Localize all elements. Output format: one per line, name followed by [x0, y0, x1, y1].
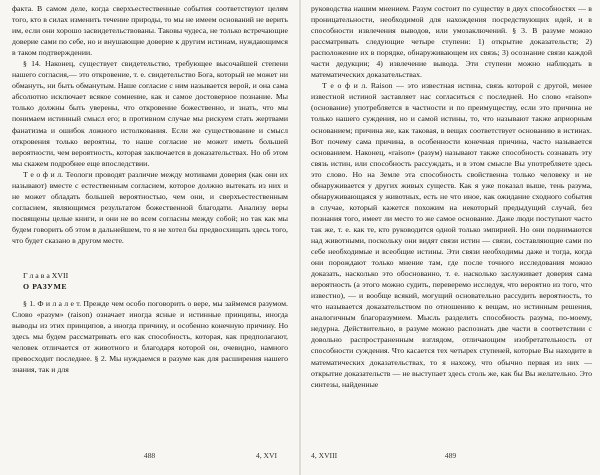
left-page	[0, 0, 299, 475]
paragraph: § 14. Наконец, существует свидетельство, требующее высочайшей степени нашего согласия,— это откровение, т. е. свидетельство Бога, который не может ни обмануть, ни быть обманутым. Наше согласие с ним называется верой, и она сама абсолютно исключает всякое сомнение, как и самое достоверное познание. Мы только должны быть уверены, что откровение божественно, и знать, что мы понимаем истинный смысл его; в противном случае мы рискуем стать жертвами фанатизма и ошибок ложного истолкования. Если же существование и смысл откровения только вероятны, то наше согласие не может иметь большей вероятности, чем вероятность, которая заключается в доказательствах. Но об этом мы скажем подробнее еще впоследствии.	[12, 59, 288, 168]
paragraph: руководства нашим мнением. Разум состоит по существу в двух способностях — в проницательности, необходимой для нахождения посредствующих идей, и в способности извлечения выводов, или умозаключений. § 3. В разуме можно рассматривать следующие четыре ступени: 1) открытие доказательств; 2) расположение их в порядке, обнаруживающем их связь; 3) осознание связи каждой части дедукции; 4) извлечение вывода. Эти ступени можно наблюдать в математических доказательствах.	[311, 4, 592, 80]
right-page	[301, 0, 600, 475]
paragraph: Т е о ф и л. Raison — это известная истина, связь которой с другой, менее известной истиной заставляет нас согласиться с последней. Но слово «raison» (основание) употребляется в частности и по преимуществу, если это причина не только нашего суждения, но и самой истины, то, что называют также априорным основанием; причина же, как таковая, в вещах соответствует основанию в истинах. Вот почему сама причина, в особенности конечная причина, часто называется основанием. Наконец, «raison» (разум) называют также способность сознавать эту связь истин, или способность рассуждать, и в этом смысле Вы употребляете здесь это слово. Но на Земле эта способность свойственна только человеку и не обнаруживается у других живых существ. Как я уже показал выше, тень разума, обнаруживающаяся у животных, есть не что иное, как ожидание сходного события в случае, который кажется похожим на некоторый предыдущий случай, без познания того, имеет ли место то же самое основание. Даже люди поступают часто так же, т. е. как те, кто руководится одной только эмпирией. Но они поднимаются над животными, поскольку они видят связи истин — связи, составляющие сами по себе необходимые и всеобщие истины. Эти связи необходимы даже и тогда, когда они порождают только мнение там, где после точного исследования можно доказать, насколько это обоснованно, т. е. насколько заслуживает доверия сама вероятность (а этого можно судить, переверемо исследуя, что вероятно из того, что известно), — и вообще всякий, могущий основательно рассудить вероятность, то что называется доказательством по отношению к вещам, но истинным решения, аналогичным благоразумием. Мысль разделить способность разума, по-моему, недурна. Действительно, в разуме можно распознать две части в соответствии с довольно распространенным взглядом, отличающим изобретательность от способности суждения. Что касается тех четырех ступеней, которые Вы находите в математических доказательствах, то я нахожу, что обычно первая из них — открытие доказательств — не выступает здесь столь же, как бы Вы желательно. Это синтезы, найденные	[311, 81, 592, 389]
chapter-title: О РАЗУМЕ	[23, 282, 68, 292]
right-text-column	[311, 3, 592, 443]
paragraph: факта. В самом деле, когда сверхъестественные события соответствуют целям того, кто в силах изменить течение природы, то мы не имеем оснований не верить им, если они хорошо засвидетельствованы. Таковы чудеса, не только встречающие доверие сами по себе, но и внушающие доверие к другим истинам, нуждающимся в таком подтверждении.	[12, 4, 288, 58]
running-reference: 4, XVI	[255, 451, 277, 460]
paragraph: § 1. Ф и л а л е т. Прежде чем особо поговорить о вере, мы займемся разумом. Слово «разум» (raison) означает иногда ясные и истинные принципы, иногда выводы из этих принципов, а иногда причину, и особенно конечную причину. Но здесь мы будем рассматривать его как способность, которая, как предполагают, человек отличается от животного и благодаря которой он, очевидно, намного превосходит последнее. § 2. Мы нуждаемся в разуме как для расширения нашего знания, так и для	[12, 299, 288, 375]
page-number: 489	[444, 451, 457, 460]
paragraph: Т е о ф и л. Теологи проводят различие между мотивами доверия (как они их называют) вместе с естественным согласием, которое должно вытекать из них и не может обладать большей вероятностью, чем они, и сверхъестественным согласием, являющимся результатом божественной благодати. Анализу веры посвящены целые книги, и они не во всем согласны между собой; но так как мы будем говорить об этом в дальнейшем, то я не хотел бы предвосхищать здесь того, что будет сказано в другом месте.	[12, 169, 288, 245]
left-text-column	[12, 3, 288, 443]
chapter-label: Г л а в а XVII	[23, 271, 69, 281]
running-reference: 4, XVIII	[311, 451, 338, 460]
page-number: 488	[143, 451, 156, 460]
